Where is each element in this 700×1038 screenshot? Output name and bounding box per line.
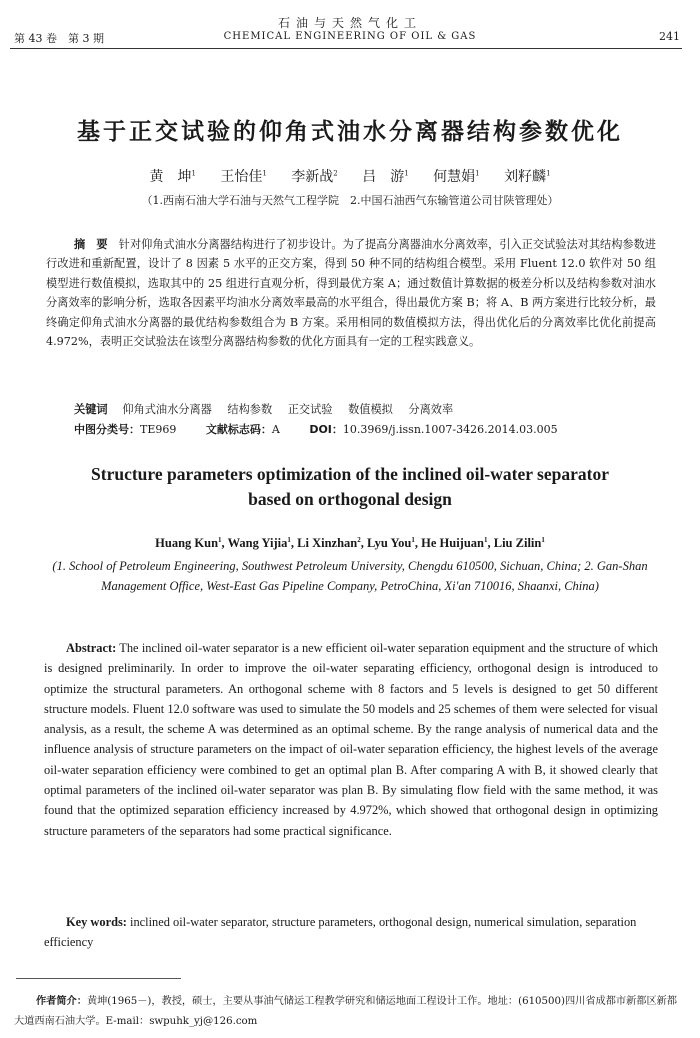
doi-value: 10.3969/j.issn.1007-3426.2014.03.005 xyxy=(342,423,558,436)
author-en: Wang Yijia$^1$ xyxy=(227,536,291,551)
author-cn: 李新战$^2$ xyxy=(291,169,338,185)
keyword-cn: 分离效率 xyxy=(408,403,454,416)
affiliation-en: (1. School of Petroleum Engineering, Southwest Petroleum University, Chengdu 610500, Sichuan, China; 2. Gan-Shan Management Office, West-East Gas Pipeline Company, PetroChina, Xi'an 710016, Shaanxi, China) xyxy=(52,559,648,593)
author-list-cn xyxy=(0,166,700,186)
author-cn: 何慧娟$^1$ xyxy=(433,169,480,185)
affiliation-cn: （1.西南石油大学石油与天然气工程学院 2.中国石油西气东输管道公司甘陕管理处） xyxy=(141,194,559,207)
footnote-rule xyxy=(16,978,181,979)
abstract-label-cn: 摘 要 xyxy=(74,238,108,251)
clc-label: 中图分类号： xyxy=(74,423,140,436)
author-en: Lyu You$^1$ xyxy=(367,536,415,551)
journal-name-en: CHEMICAL ENGINEERING OF OIL & GAS xyxy=(223,31,477,42)
footnote-label: 作者简介： xyxy=(36,996,87,1007)
author-en: He Huijuan$^1$ xyxy=(421,536,488,551)
author-cn: 刘籽麟$^1$ xyxy=(504,169,551,185)
page-number: 241 xyxy=(659,30,680,43)
header-rule xyxy=(10,48,682,49)
title-line: Structure parameters optimization of the inclined oil-water separator xyxy=(91,464,609,484)
keyword-cn: 数值模拟 xyxy=(348,403,393,416)
clc-value: TE969 xyxy=(140,423,177,436)
keyword-cn: 结构参数 xyxy=(227,403,273,416)
keywords-label-cn: 关键词 xyxy=(74,403,108,416)
classification-line xyxy=(74,421,558,437)
title-line: based on orthogonal design xyxy=(248,489,452,509)
author-footnote xyxy=(14,992,686,1032)
keywords-en xyxy=(44,912,658,953)
journal-name-cn: 石油与天然气化工 xyxy=(277,16,422,30)
author-en: Li Xinzhan$^2$ xyxy=(297,536,361,551)
doi-label: DOI： xyxy=(309,423,343,436)
abstract-label-en: Abstract: xyxy=(66,641,117,655)
author-cn: 王怡佳$^1$ xyxy=(220,169,267,185)
keyword-cn: 正交试验 xyxy=(287,403,333,416)
author-cn: 吕 游$^1$ xyxy=(362,169,409,185)
keywords-cn xyxy=(74,401,465,417)
abstract-text-en: The inclined oil-water separator is a new efficient oil-water separation equipment and the structure of which is designed preliminarily. In order to improve the oil-water separating efficiency, orthogonal design is introduced to optimize the structural parameters. An orthogonal scheme with 8 factors and 5 levels is designed to get 50 different structure models. Fluent 12.0 software was used to simulate the 50 models and 25 schemes of them were selected for visual analysis, as a result, the scheme A was determined as an optimal scheme. By the range analysis of numerical data and the influence analysis of structure parameters on the impact of oil-water separation efficiency, the highest levels of the average oil-water separation efficiency were combined to get an optimal plan B. After comparing A with B, it showed clearly that optimal parameters of the inclined oil-water separator was plan B. By simulating flow field with the same method, it was found that the optimized separation efficiency increased by 4.972%, which showed that orthogonal design in optimizing structure parameters of the separators had some practical significance. xyxy=(44,641,658,838)
keywords-label-en: Key words: xyxy=(66,915,127,929)
author-cn: 黄 坤$^1$ xyxy=(149,169,196,185)
footnote-text: 黄坤(1965－)，教授，硕士，主要从事油气储运工程教学研究和储运地面工程设计工作。地址：(610500)四川省成都市新都区新都大道西南石油大学。E-mail：swpuhk_yj@126.com xyxy=(14,996,678,1027)
abstract-en xyxy=(44,638,658,841)
author-en: Huang Kun$^1$ xyxy=(155,536,222,551)
doc-code-label: 文献标志码： xyxy=(205,423,272,436)
abstract-cn xyxy=(46,235,656,351)
author-en: Liu Zilin$^1$ xyxy=(493,536,545,551)
paper-title-cn: 基于正交试验的仰角式油水分离器结构参数优化 xyxy=(77,119,623,145)
author-list-en: Huang Kun$^1$, Wang Yijia$^1$, Li Xinzhan$^2$, Lyu You$^1$, He Huijuan$^1$, Liu Zilin$^1$ xyxy=(155,536,545,551)
abstract-text-cn: 针对仰角式油水分离器结构进行了初步设计。为了提高分离器油水分离效率，引入正交试验法对其结构参数进行改进和重新配置，设计了 8 因素 5 水平的正交方案，得到 50 种不同的结构组合模型。采用 Fluent 12.0 软件对 50 组模型进行数值模拟，选取其中的 25 组进行直观分析，得到最优方案 A；通过数值计算数据的极差分析以及结构参数对油水分离效率的影响分析，选取各因素平均油水分离效率最高的水平组合，得出最优方案 B；将 A、B 两方案进行比较分析，最终确定仰角式油水分离器的最优结构参数组合为 B 方案。采用相同的数值模拟方法，得出优化后的分离效率比优化前提高 4.972%，表明正交试验法在该型分离器结构参数的优化方面具有一定的工程实践意义。 xyxy=(46,238,656,349)
keywords-text-en: inclined oil-water separator, structure parameters, orthogonal design, numerical simulation, separation efficiency xyxy=(44,915,637,950)
paper-title-en xyxy=(0,462,700,512)
volume-issue: 第 43 卷 第 3 期 xyxy=(14,32,104,45)
doc-code-value: A xyxy=(271,423,280,436)
keyword-cn: 仰角式油水分离器 xyxy=(122,403,212,416)
